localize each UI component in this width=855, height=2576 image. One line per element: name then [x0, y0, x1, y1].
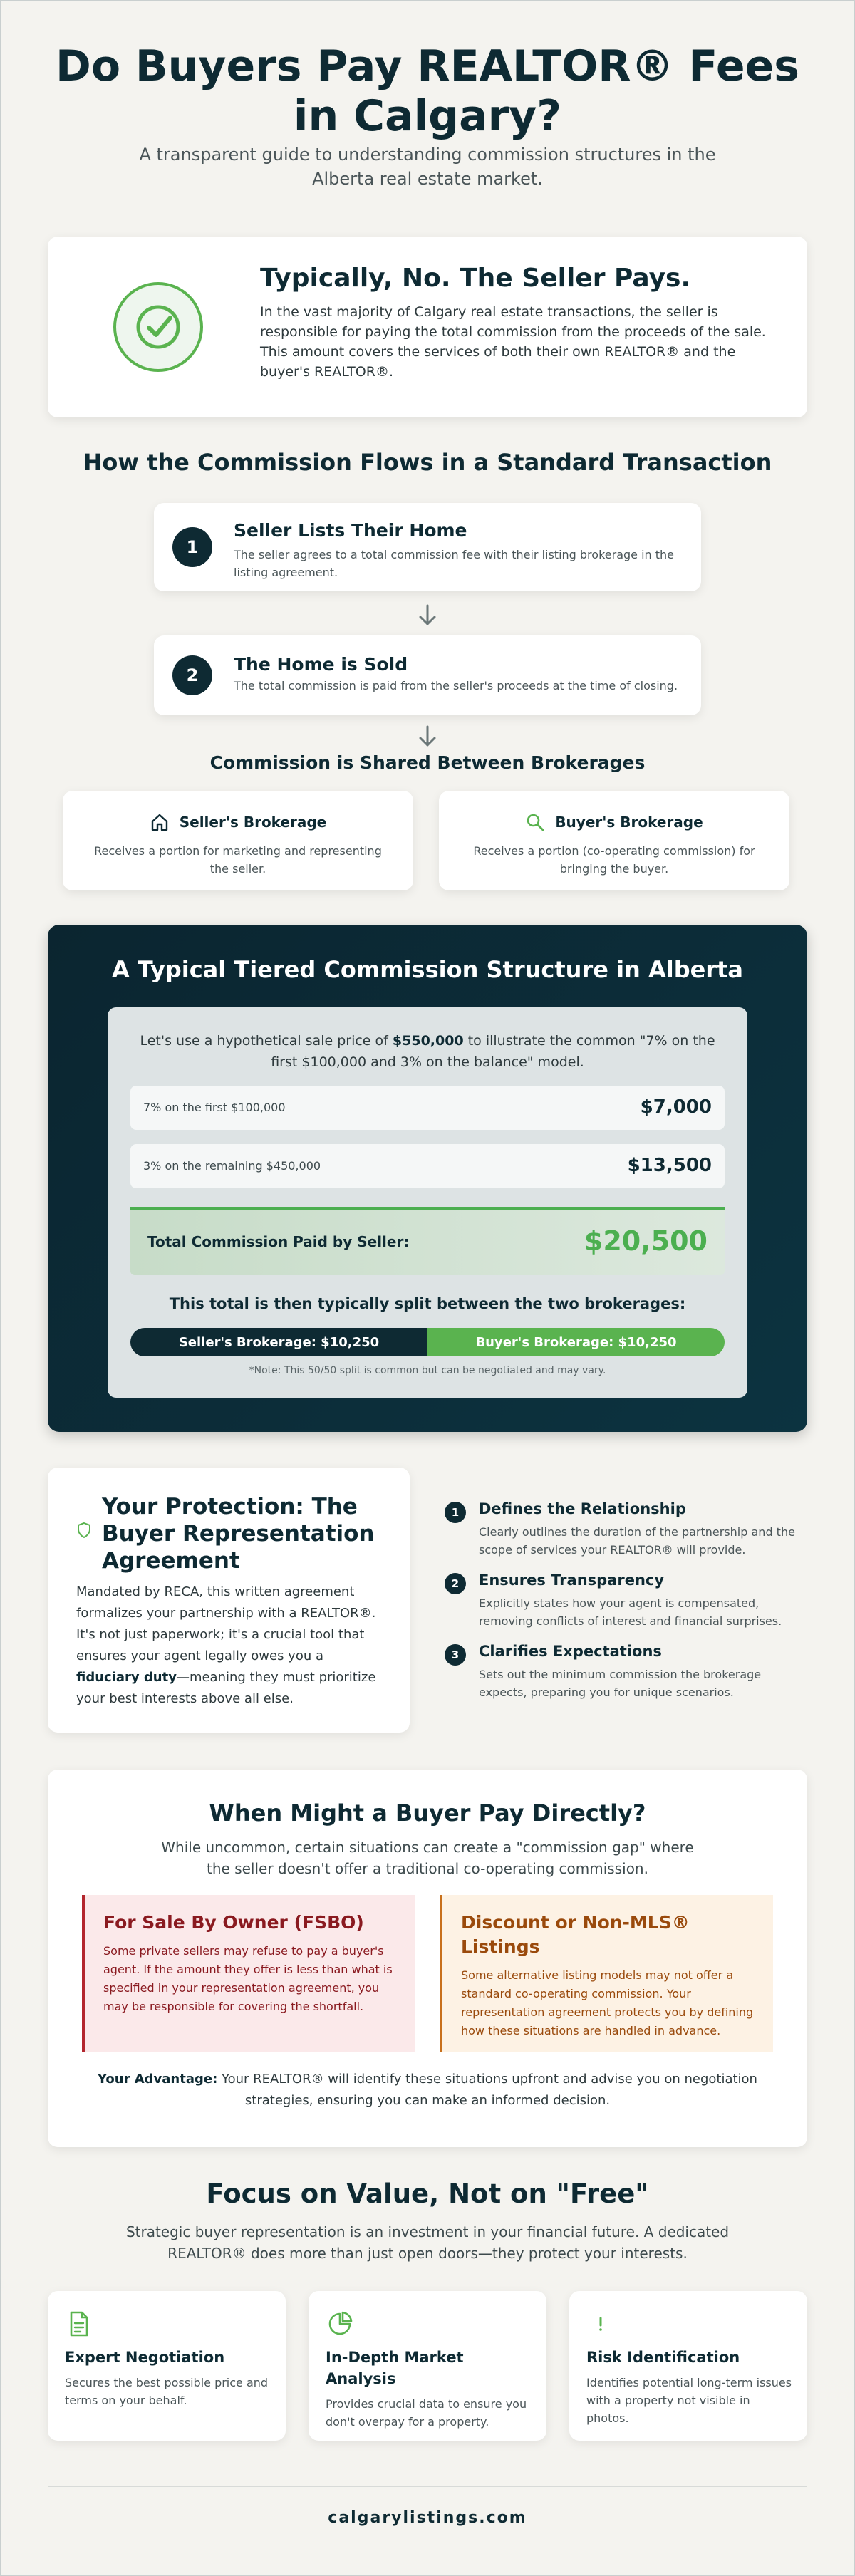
- alert-icon: [586, 2310, 615, 2338]
- protection-point: [445, 1643, 808, 1700]
- tier-amount: $13,500: [627, 1155, 712, 1176]
- step-title: Seller Lists Their Home: [234, 520, 467, 541]
- check-circle-icon: [112, 281, 204, 373]
- brokerage-title: Seller's Brokerage: [179, 814, 327, 831]
- buyer-pay-title: When Might a Buyer Pay Directly?: [209, 1799, 646, 1827]
- tier-label: 7% on the first $100,000: [143, 1101, 286, 1114]
- step-card: [154, 503, 701, 591]
- buyer-pay-subtitle: While uncommon, certain situations can create a "commission gap" where the seller doesn't offer a traditional co-operating commission.: [161, 1839, 694, 1877]
- sale-price: $550,000: [392, 1033, 464, 1049]
- tiered-commission-section: [48, 925, 807, 1432]
- step-number: 2: [172, 655, 212, 695]
- fsbo-case: [82, 1895, 415, 2052]
- tiered-title: A Typical Tiered Commission Structure in Alberta: [112, 956, 743, 983]
- sellers-share-segment: Seller's Brokerage: $10,250: [130, 1328, 428, 1356]
- hero-title: Typically, No. The Seller Pays.: [260, 264, 691, 293]
- brokerage-desc: Receives a portion (co-operating commission) for bringing the buyer.: [473, 844, 755, 876]
- value-card: [48, 2291, 286, 2441]
- advantage-text: Your Advantage: Your REALTOR® will identify these situations upfront and advise you on negotiation strategies, ensuring you can make an informed decision.: [98, 2072, 757, 2108]
- step-desc: The total commission is paid from the seller's proceeds at the time of closing.: [234, 679, 678, 692]
- tiered-intro: Let's use a hypothetical sale price of $550,000 to illustrate the common "7% on the first $100,000 and 3% on the balance" model.: [140, 1033, 715, 1070]
- buyers-share-segment: Buyer's Brokerage: $10,250: [428, 1328, 725, 1356]
- buyers-brokerage-card: [439, 791, 789, 890]
- arrow-down-icon: [416, 724, 439, 749]
- point-title: Clarifies Expectations: [479, 1643, 662, 1660]
- pie-chart-icon: [326, 2310, 354, 2338]
- step-desc: The seller agrees to a total commission fee with their listing brokerage in the listing agreement.: [234, 548, 675, 579]
- value-card-title: Expert Negotiation: [65, 2349, 225, 2366]
- split-note: *Note: This 50/50 split is common but can be negotiated and may vary.: [249, 1365, 606, 1376]
- flow-title: How the Commission Flows in a Standard Transaction: [83, 449, 772, 476]
- value-card-desc: Identifies potential long-term issues with a property not visible in photos.: [586, 2376, 792, 2425]
- value-card-title: Risk Identification: [586, 2349, 740, 2366]
- case-title: Discount or Non-MLS® Listings: [461, 1912, 690, 1957]
- step-title: The Home is Sold: [234, 654, 408, 675]
- tier-row: [130, 1086, 725, 1130]
- footer-site-link[interactable]: calgarylistings.com: [328, 2509, 527, 2527]
- protection-point: [445, 1500, 808, 1557]
- tiered-panel: [108, 1007, 747, 1398]
- case-desc: Some alternative listing models may not offer a standard co-operating commission. Your representation agreement protects you by defining how these situations are handled in advance.: [461, 1968, 754, 2037]
- protection-card: [48, 1468, 410, 1733]
- step-number: 1: [172, 527, 212, 567]
- document-icon: [65, 2310, 93, 2338]
- protection-body: Mandated by RECA, this written agreement formalizes your partnership with a REALTOR®. It's not just paperwork; it's a crucial tool that ensures your agent legally owes you a fiduciary duty—meaning they must prioritize your best interests above all else.: [76, 1584, 376, 1706]
- value-subtitle: Strategic buyer representation is an investment in your financial future. A dedicated REALTOR® does more than just open doors—they protect your interests.: [125, 2223, 730, 2262]
- protection-title: Your Protection: The Buyer Representation Agreement: [102, 1494, 375, 1574]
- page-subtitle: A transparent guide to understanding commission structures in the Alberta real estate market.: [139, 145, 716, 189]
- tier-label: 3% on the remaining $450,000: [143, 1159, 321, 1173]
- split-title: This total is then typically split between the two brokerages:: [169, 1295, 686, 1312]
- point-desc: Clearly outlines the duration of the partnership and the scope of services your REALTOR® will provide.: [479, 1525, 795, 1557]
- brokerage-title: Buyer's Brokerage: [555, 814, 703, 831]
- point-title: Ensures Transparency: [479, 1572, 665, 1589]
- page-title: Do Buyers Pay REALTOR® Fees in Calgary?: [56, 41, 799, 141]
- value-card-desc: Secures the best possible price and terms on your behalf.: [65, 2376, 269, 2407]
- footer-divider: [48, 2486, 807, 2487]
- point-desc: Explicitly states how your agent is compensated, removing conflicts of interest and financial surprises.: [479, 1596, 782, 1628]
- point-title: Defines the Relationship: [479, 1500, 686, 1517]
- case-desc: Some private sellers may refuse to pay a buyer's agent. If the amount they offer is less than what is specified in your representation agreement, you may be responsible for covering the shortfall.: [103, 1944, 393, 2013]
- value-title: Focus on Value, Not on "Free": [206, 2178, 649, 2209]
- discount-listing-case: [440, 1895, 773, 2052]
- point-number: 2: [445, 1573, 466, 1594]
- value-card: [309, 2291, 546, 2441]
- total-label: Total Commission Paid by Seller:: [147, 1233, 410, 1250]
- arrow-down-icon: [416, 603, 439, 628]
- total-row: [130, 1207, 725, 1275]
- point-number: 1: [445, 1502, 466, 1523]
- sellers-brokerage-card: [63, 791, 413, 890]
- search-icon: [525, 812, 545, 832]
- brokerage-desc: Receives a portion for marketing and representing the seller.: [94, 844, 382, 876]
- value-card: [569, 2291, 807, 2441]
- protection-point: [445, 1572, 808, 1629]
- tier-row: [130, 1144, 725, 1188]
- step-card: [154, 635, 701, 715]
- shared-title: Commission is Shared Between Brokerages: [209, 752, 646, 773]
- case-title: For Sale By Owner (FSBO): [103, 1912, 364, 1933]
- split-bar: [130, 1328, 725, 1356]
- value-card-desc: Provides crucial data to ensure you don't overpay for a property.: [326, 2397, 527, 2429]
- point-desc: Sets out the minimum commission the brokerage expects, preparing you for unique scenarios.: [479, 1668, 762, 1699]
- tier-amount: $7,000: [640, 1096, 712, 1118]
- value-card-title: In-Depth Market Analysis: [326, 2349, 464, 2387]
- house-icon: [150, 812, 170, 832]
- shield-icon: [76, 1522, 92, 1539]
- hero-card: [48, 237, 807, 417]
- buyer-pay-card: [48, 1770, 807, 2147]
- total-amount: $20,500: [584, 1225, 708, 1257]
- point-number: 3: [445, 1644, 466, 1666]
- hero-body: In the vast majority of Calgary real estate transactions, the seller is responsible for paying the total commission from the proceeds of the sale. This amount covers the services of both their own REALTOR® and the buyer's REALTOR®.: [260, 304, 766, 380]
